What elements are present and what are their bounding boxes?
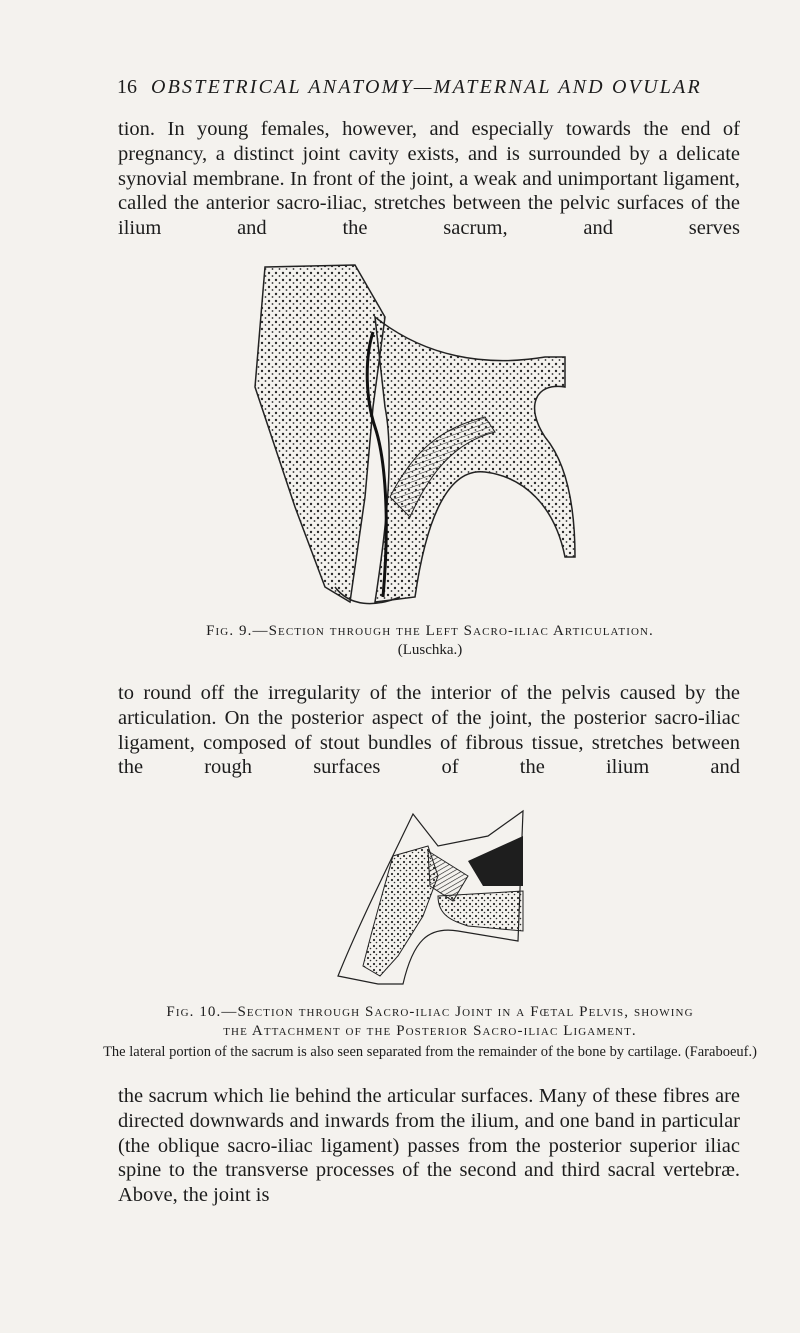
paragraph-2: to round off the irregularity of the interior of the pelvis caused by the articulation. On the posterior aspect of the joint, the posterior sacro-iliac ligament, composed of stout bundles of fibrous tissue, stretches between the rough surfaces of the ilium and — [118, 682, 740, 779]
figure-10-caption-line2: the Attachment of the Posterior Sacro-iliac Ligament. — [223, 1023, 637, 1039]
figure-9-credit: (Luschka.) — [397, 642, 463, 658]
figure-10-note: The lateral portion of the sacrum is also seen separated from the remainder of the bone by cartilage. (Faraboeuf.) — [103, 1044, 757, 1060]
figure-9-caption — [90, 622, 770, 660]
figure-9-caption-text: Fig. 9.—Section through the Left Sacro-iliac Articulation. — [206, 623, 654, 639]
figure-9-illustration — [225, 257, 605, 617]
paragraph-1: tion. In young females, however, and especially towards the end of pregnancy, a distinct joint cavity exists, and is surrounded by a delicate synovial membrane. In front of the joint, a weak and unimportant ligament, called the anterior sacro-iliac, stretches between the pelvic surfaces of the ilium and the sacrum, and serves — [118, 118, 740, 240]
page-header — [117, 76, 717, 106]
figure-10-caption-line1: Fig. 10.—Section through Sacro-iliac Joint in a Fœtal Pelvis, showing — [166, 1004, 694, 1020]
figure-10-illustration — [318, 806, 536, 986]
paragraph-3: the sacrum which lie behind the articular surfaces. Many of these fibres are directed downwards and inwards from the ilium, and one band in particular (the oblique sacro-iliac ligament) passes from the posterior superior iliac spine to the transverse processes of the second and third sacral vertebræ. Above, the joint is — [118, 1085, 740, 1207]
page-number: 16 — [117, 76, 137, 98]
running-title: OBSTETRICAL ANATOMY—MATERNAL AND OVULAR — [151, 76, 702, 98]
figure-10-caption — [90, 1003, 770, 1041]
